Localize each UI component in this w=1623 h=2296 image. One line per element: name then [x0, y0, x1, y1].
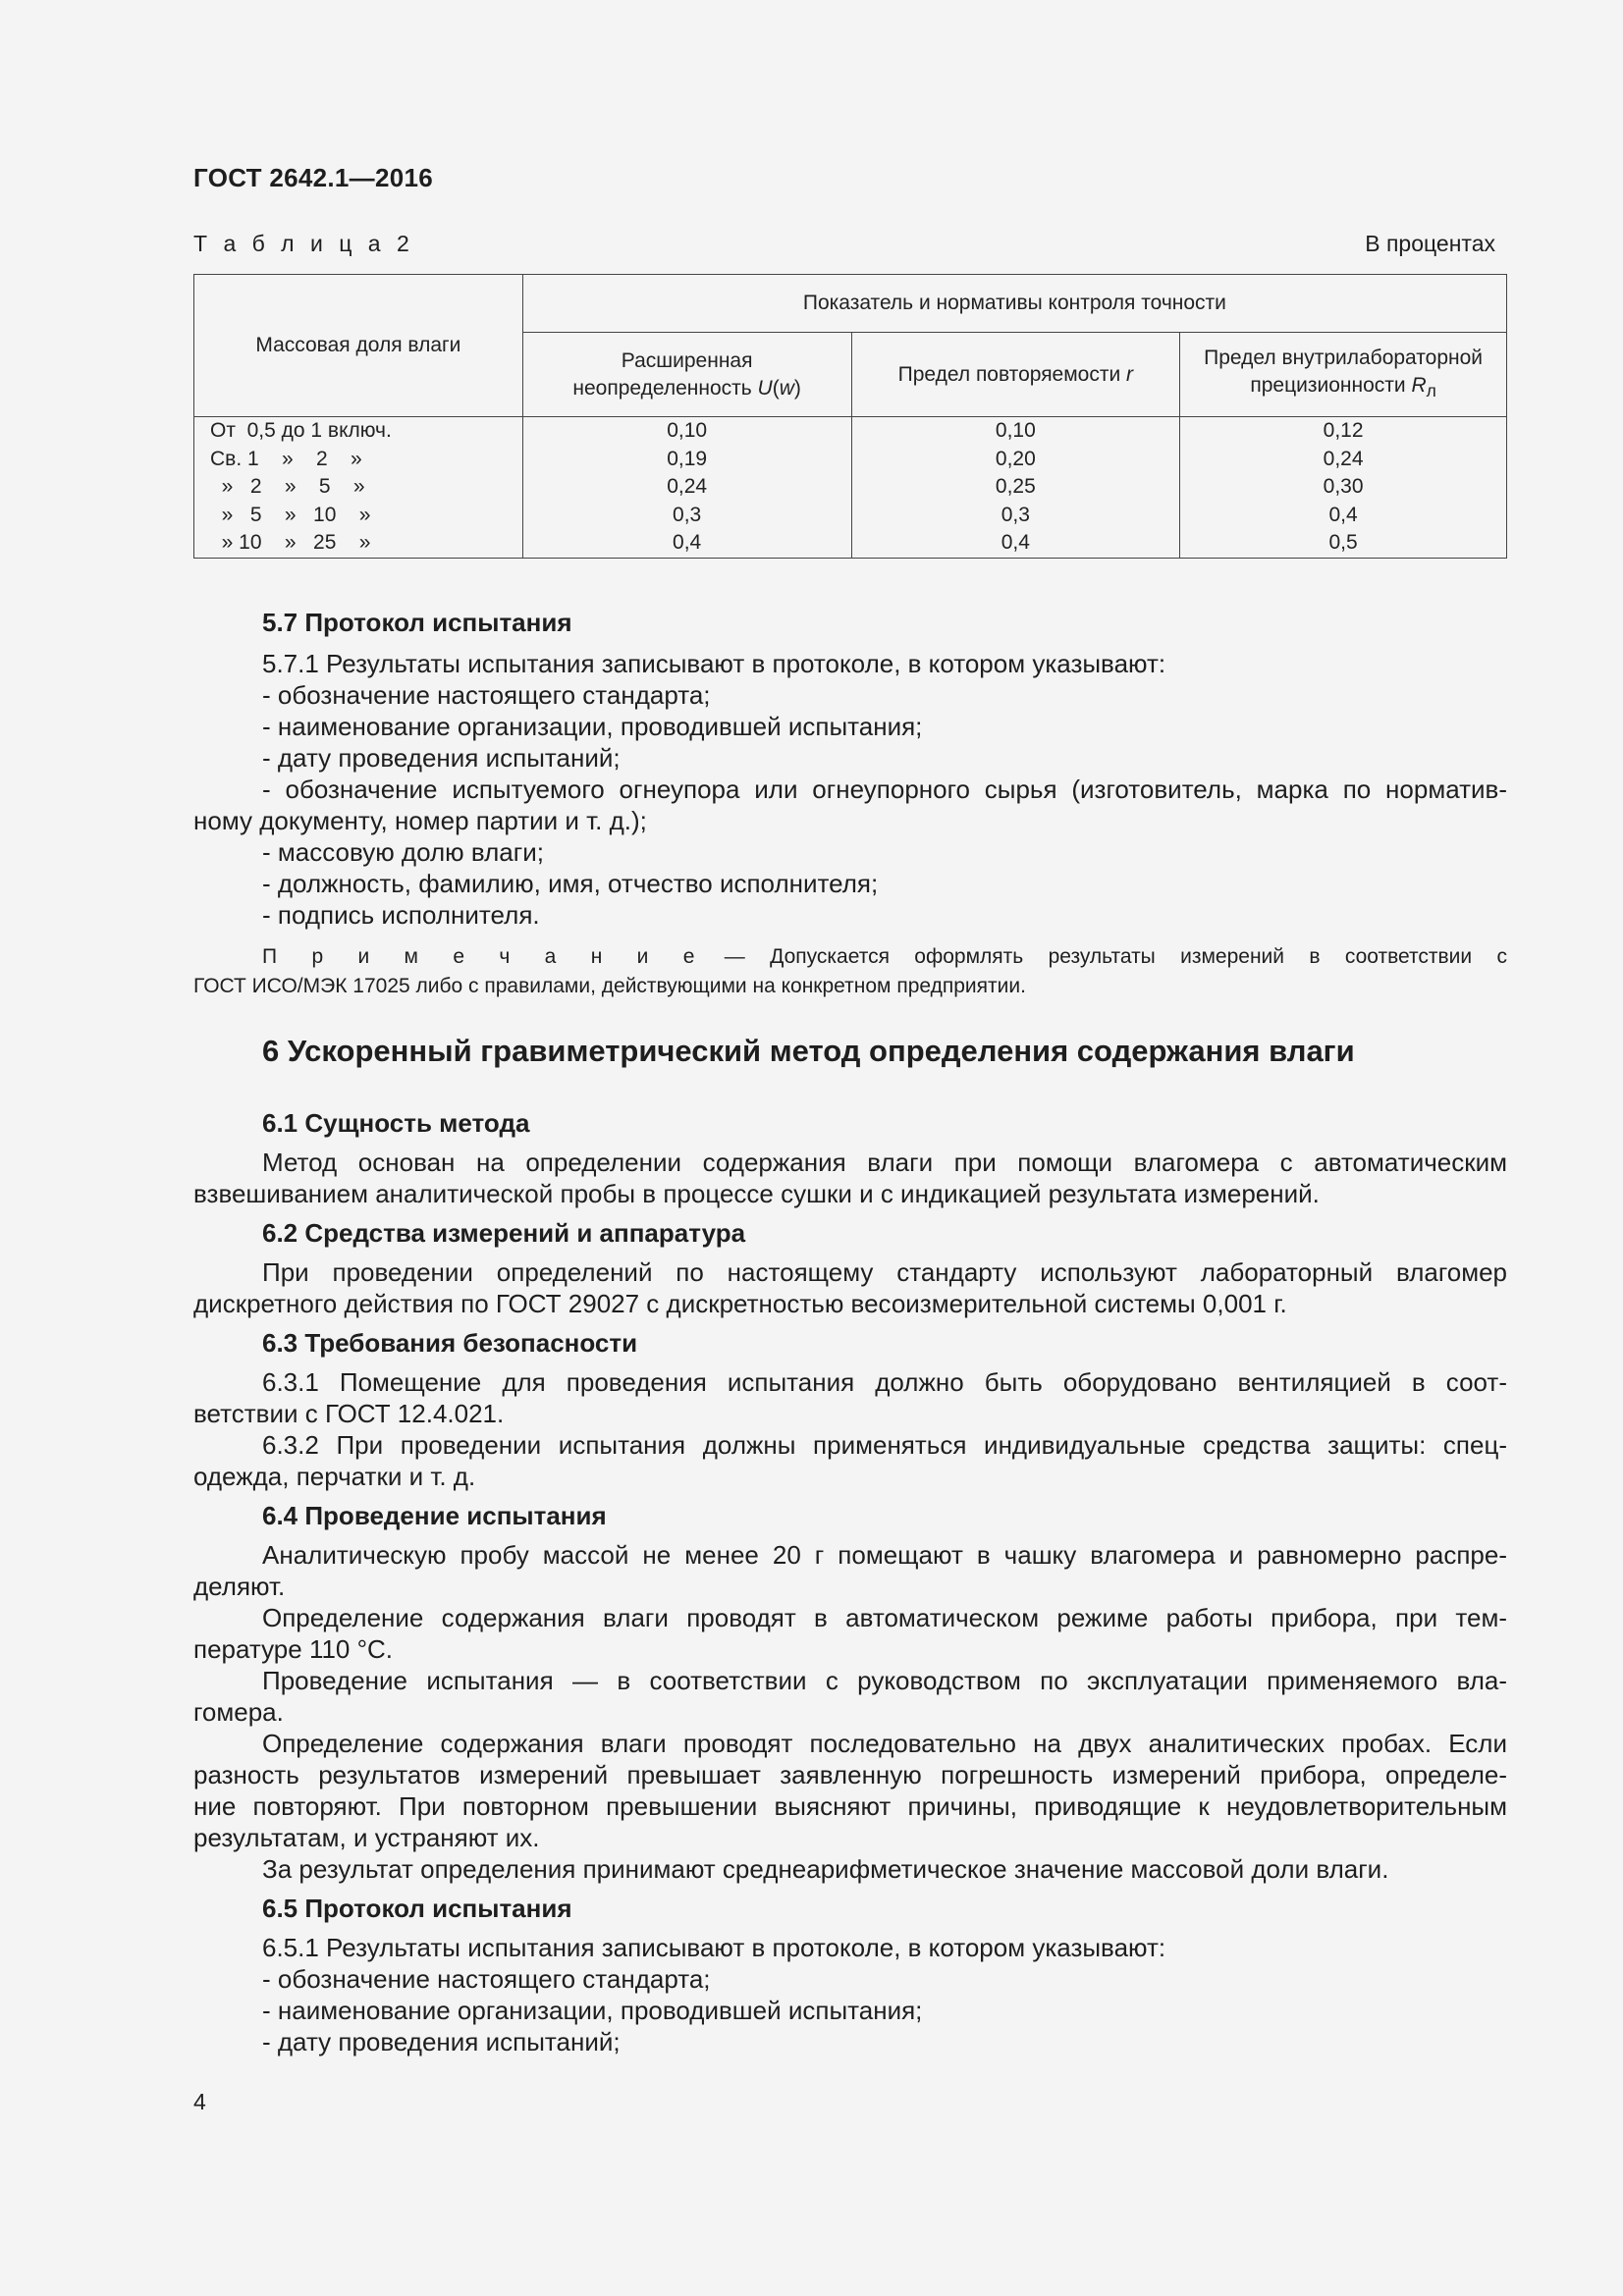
section-heading: 6.5 Протокол испытания — [262, 1894, 572, 1923]
section-6-body — [193, 1107, 1507, 2057]
paragraph: 6.5.1 Результаты испытания записывают в протоколе, в котором указывают: — [262, 1933, 1166, 1962]
list-item: - обозначение настоящего стандарта; — [262, 1964, 711, 1994]
list-item: - массовую долю влаги; — [262, 837, 544, 867]
section-heading: 6.2 Средства измерений и аппаратура — [262, 1218, 746, 1248]
column-header-uncertainty: Расширенная неопределенность U(w) — [522, 333, 851, 417]
list-item: - наименование организации, проводившей испытания; — [262, 712, 923, 741]
table-cell: 0,10 — [667, 419, 708, 442]
paragraph: разность результатов измерений превышает заявленную погрешность измерений прибора, определе- — [193, 1760, 1507, 1789]
repeatability-values-cell — [851, 417, 1180, 559]
column-header-repeatability: Предел повторяемости r — [851, 333, 1180, 417]
list-item: - дату проведения испытаний; — [262, 743, 621, 773]
section-heading: 6.1 Сущность метода — [262, 1108, 530, 1138]
paragraph: Определение содержания влаги проводят последовательно на двух аналитических пробах. Если — [262, 1729, 1507, 1758]
column-header-group: Показатель и нормативы контроля точности — [522, 275, 1506, 333]
paragraph: ние повторяют. При повторном превышении выясняют причины, приводящие к неудовлетворительным — [193, 1791, 1507, 1821]
list-item: - наименование организации, проводившей испытания; — [262, 1996, 923, 2025]
list-item: - подпись исполнителя. — [262, 900, 540, 930]
paragraph: Аналитическую пробу массой не менее 20 г помещают в чашку влагомера и равномерно распре- — [262, 1540, 1507, 1570]
table-cell: 0,30 — [1323, 475, 1364, 498]
table-row-range: » 10 » 25 » — [210, 531, 371, 554]
table-cell: 0,10 — [995, 419, 1036, 442]
paragraph: одежда, перчатки и т. д. — [193, 1462, 476, 1491]
moisture-range-cell — [194, 417, 523, 559]
list-item: ному документу, номер партии и т. д.); — [193, 806, 647, 835]
section-heading: 6.4 Проведение испытания — [262, 1501, 607, 1530]
section-5-7 — [193, 607, 1507, 931]
paragraph: Определение содержания влаги проводят в автоматическом режиме работы прибора, при тем- — [262, 1603, 1507, 1632]
table-unit: В процентах — [1365, 231, 1495, 256]
table-cell: 0,3 — [1001, 503, 1030, 526]
table-cell: 0,25 — [995, 475, 1036, 498]
table-row-range: От 0,5 до 1 включ. — [210, 419, 392, 442]
paragraph: Метод основан на определении содержания влаги при помощи влагомера с автоматическим — [262, 1148, 1507, 1177]
table-cell: 0,24 — [667, 475, 708, 498]
paragraph: 6.3.2 При проведении испытания должны применяться индивидуальные средства защиты: спец- — [262, 1430, 1507, 1460]
paragraph: дискретного действия по ГОСТ 29027 с дискретностью весоизмерительной системы 0,001 г. — [193, 1289, 1287, 1318]
uncertainty-values-cell — [522, 417, 851, 559]
note — [193, 942, 1507, 1001]
table-cell: 0,24 — [1323, 447, 1364, 470]
section-heading: 5.7 Протокол испытания — [262, 608, 572, 637]
list-item: - должность, фамилию, имя, отчество исполнителя; — [262, 869, 879, 898]
table-cell: 0,4 — [1328, 503, 1358, 526]
table-cell: 0,20 — [995, 447, 1036, 470]
table-row-range: Св. 1 » 2 » — [210, 447, 362, 470]
paragraph: 5.7.1 Результаты испытания записывают в протоколе, в котором указывают: — [262, 649, 1166, 678]
accuracy-norms-table — [193, 274, 1507, 559]
paragraph: взвешиванием аналитической пробы в процессе сушки и с индикацией результата измерений. — [193, 1179, 1320, 1208]
table-cell: 0,4 — [1001, 531, 1030, 554]
section-6-title: 6 Ускоренный гравиметрический метод определения содержания влаги — [262, 1034, 1355, 1068]
precision-values-cell — [1180, 417, 1507, 559]
section-heading: 6.3 Требования безопасности — [262, 1328, 638, 1358]
list-item: - обозначение настоящего стандарта; — [262, 680, 711, 710]
table-row-range: » 2 » 5 » — [210, 475, 365, 498]
table-caption: Т а б л и ц а 2 — [193, 231, 414, 256]
document-code-header: ГОСТ 2642.1—2016 — [193, 163, 434, 192]
table-cell: 0,4 — [673, 531, 702, 554]
column-header-moisture: Массовая доля влаги — [194, 275, 523, 417]
table-cell: 0,5 — [1328, 531, 1358, 554]
paragraph: пературе 110 °С. — [193, 1634, 394, 1664]
paragraph: За результат определения принимают среднеарифметическое значение массовой доли влаги. — [262, 1854, 1389, 1884]
note-text: — Допускается оформлять результаты измерений в соответствии с — [699, 945, 1507, 968]
list-item: - обозначение испытуемого огнеупора или огнеупорного сырья (изготовитель, марка по норматив- — [262, 774, 1507, 804]
note-text: ГОСТ ИСО/МЭК 17025 либо с правилами, действующими на конкретном предприятии. — [193, 975, 1026, 997]
paragraph: деляют. — [193, 1572, 286, 1601]
paragraph: ветствии с ГОСТ 12.4.021. — [193, 1399, 505, 1428]
table-cell: 0,12 — [1323, 419, 1364, 442]
table-cell: 0,3 — [673, 503, 702, 526]
note-label: П р и м е ч а н и е — [262, 945, 700, 968]
column-header-precision: Предел внутрилабораторной прецизионности $R_л$ — [1180, 333, 1507, 417]
paragraph: Проведение испытания — в соответствии с руководством по эксплуатации применяемого вла- — [262, 1666, 1507, 1695]
list-item: - дату проведения испытаний; — [262, 2027, 621, 2056]
paragraph: гомера. — [193, 1697, 284, 1727]
table-row-range: » 5 » 10 » — [210, 503, 371, 526]
table-cell: 0,19 — [667, 447, 708, 470]
paragraph: результатам, и устраняют их. — [193, 1823, 540, 1852]
page-number: 4 — [193, 2089, 206, 2114]
paragraph: При проведении определений по настоящему стандарту используют лабораторный влагомер — [262, 1257, 1507, 1287]
paragraph: 6.3.1 Помещение для проведения испытания должно быть оборудовано вентиляцией в соот- — [262, 1367, 1507, 1397]
